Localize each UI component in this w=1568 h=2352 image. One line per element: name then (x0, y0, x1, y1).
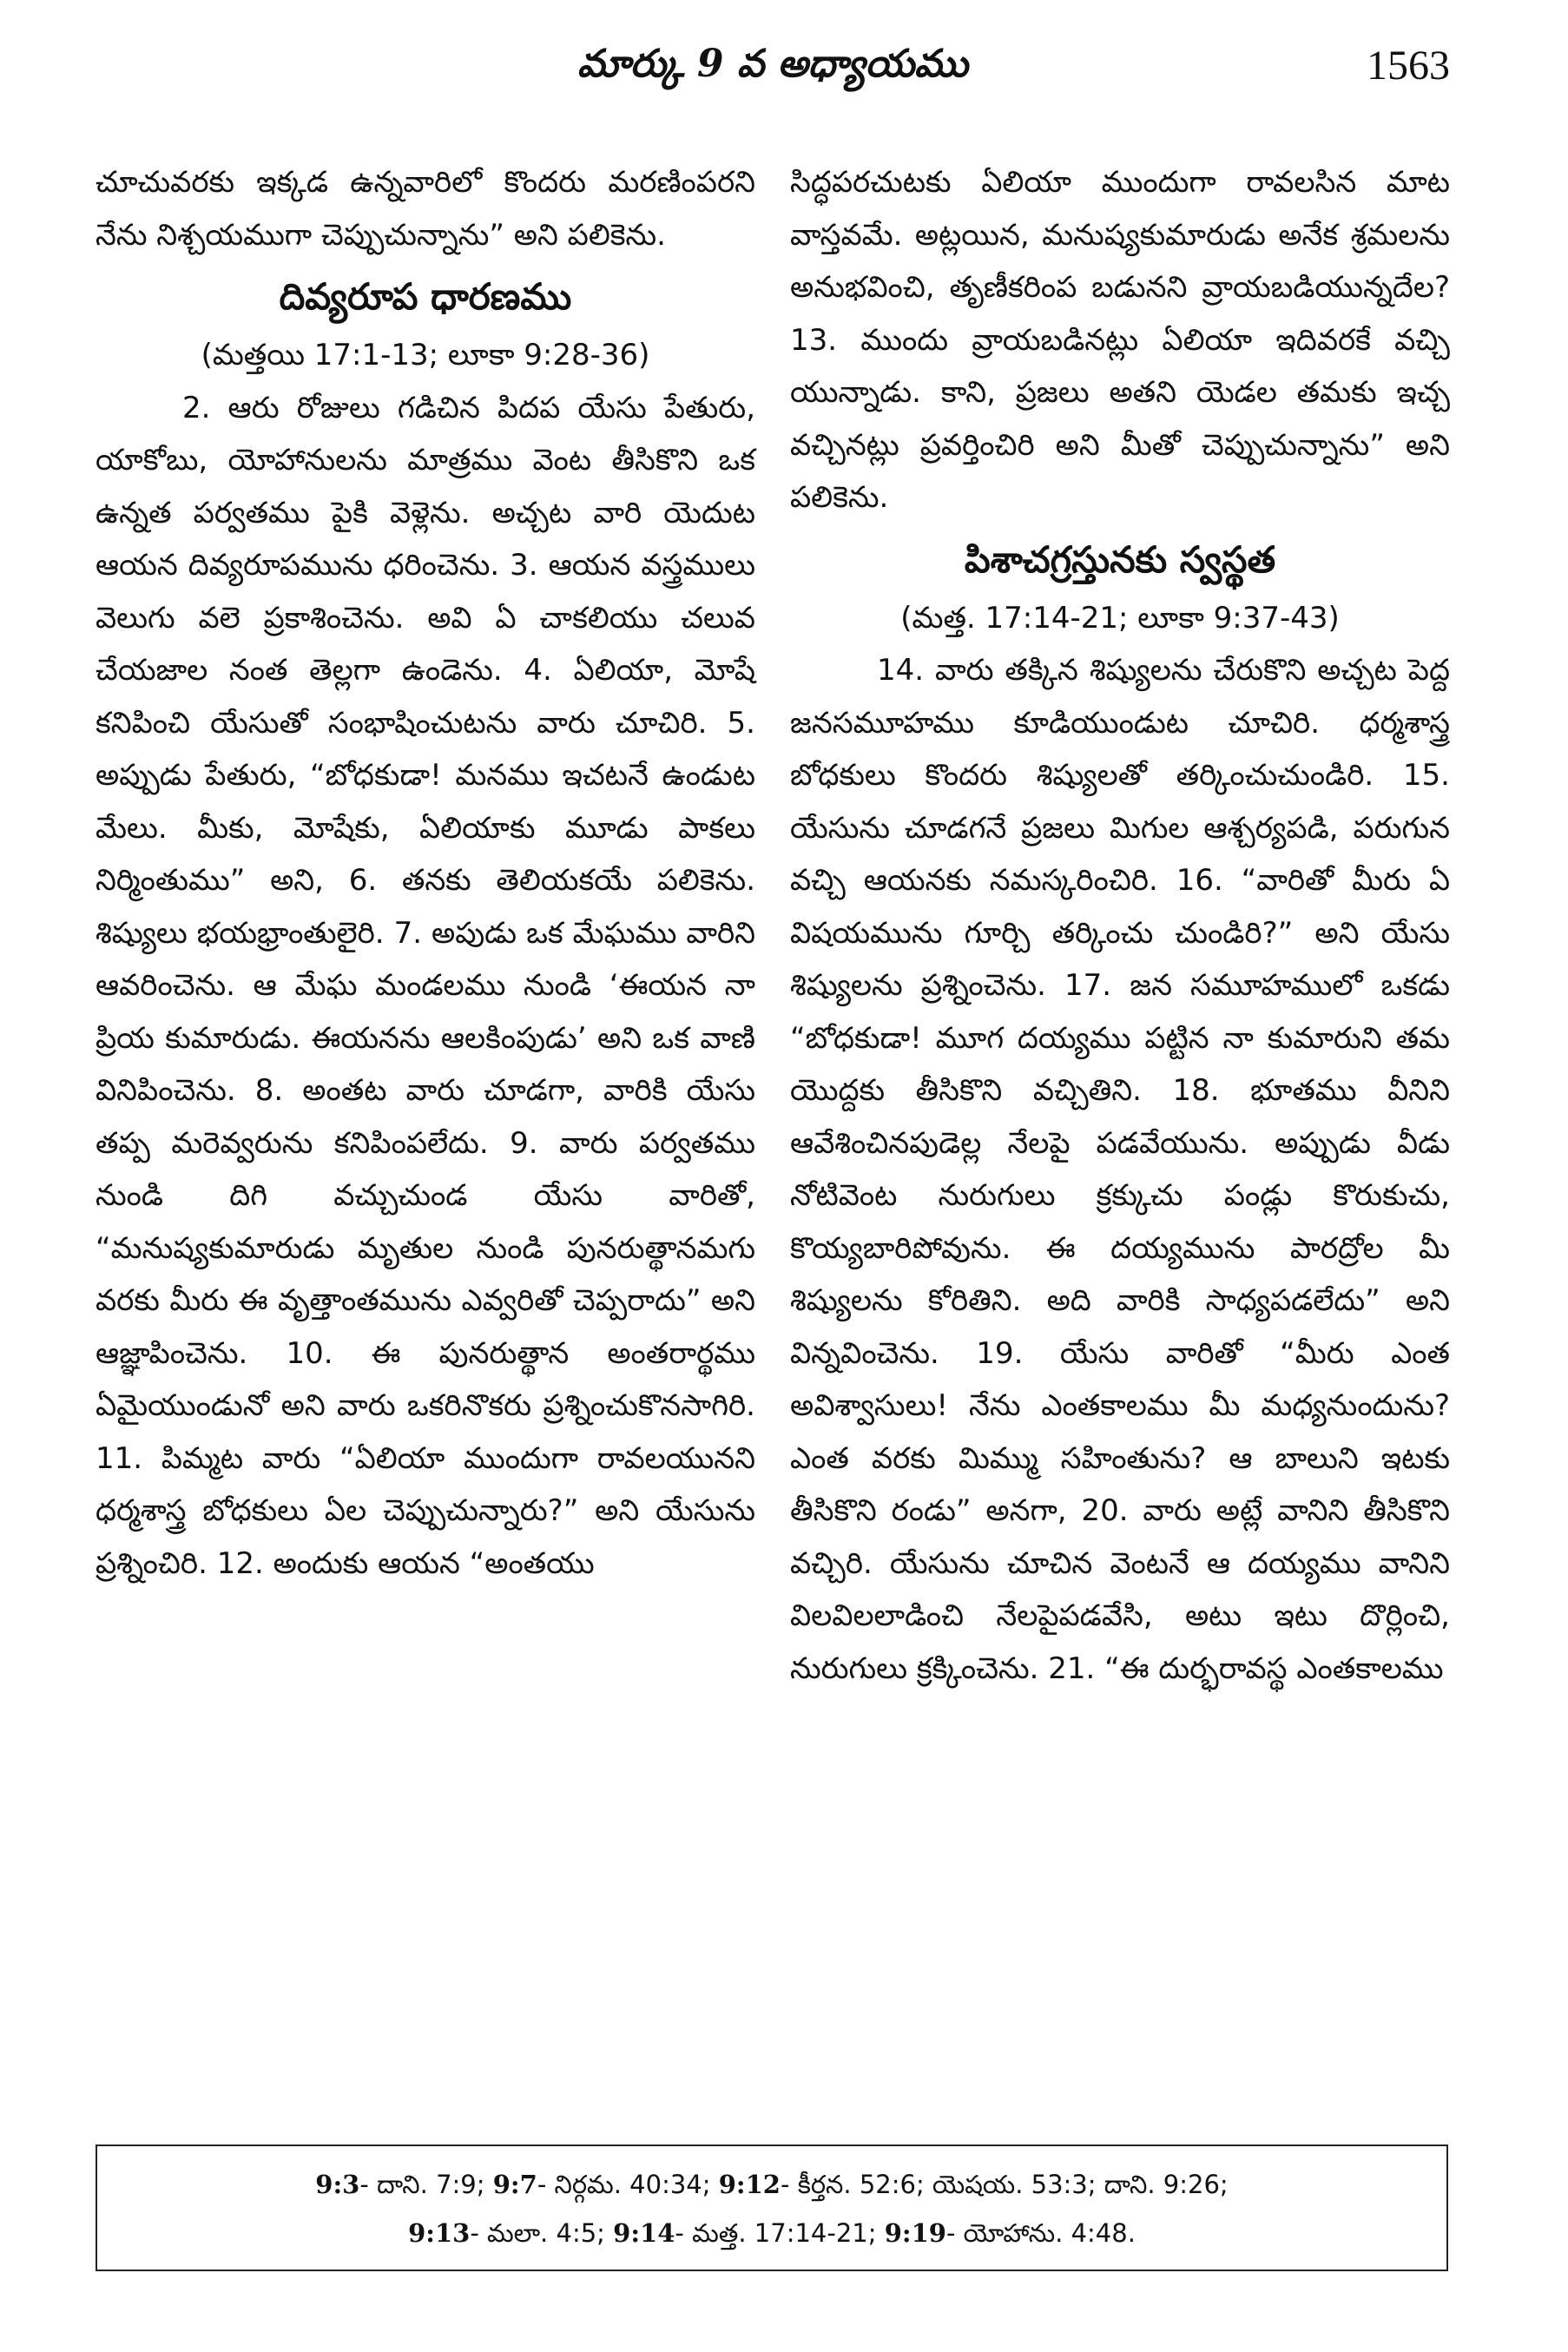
footnote-ref: 9:14 (613, 2218, 675, 2248)
page-number: 1563 (1367, 43, 1450, 89)
footnote-line: 9:3- దాని. 7:9; 9:7- నిర్గమ. 40:34; 9:12- కీర్తన. 52:6; యెషయ. 53:3; దాని. 9:26; (315, 2170, 1229, 2199)
section-reference: (మత్త. 17:14-21; లూకా 9:37-43) (900, 600, 1340, 636)
footnote-text: దాని. 7:9; (377, 2170, 493, 2199)
right-intro-text: సిద్ధపరచుటకు ఏలియా ముందుగా రావలసిన మాట వాస్తవమే. అట్లయిన, మనుష్యకుమారుడు అనేక శ్రమలను అనుభవించి, తృణీకరింప బడునని వ్రాయబడియున్నదేల? 13. ముందు వ్రాయబడినట్లు ఏలియా ఇదివరకే వచ్చి యున్నాడు. కాని, ప్రజలు అతని యెడల తమకు ఇచ్చ వచ్చినట్లు ప్రవర్తించిరి అని మీతో చెప్పుచున్నాను” అని పలికెను. (790, 165, 1450, 515)
page-header (96, 42, 1450, 111)
right-body-text: 14. వారు తక్కిన శిష్యులను చేరుకొని అచ్చట పెద్ద జనసమూహము కూడియుండుట చూచిరి. ధర్మశాస్త్ర బోధకులు కొందరు శిష్యులతో తర్కించుచుండిరి. 15. యేసును చూడగనే ప్రజలు మిగుల ఆశ్చర్యపడి, పరుగున వచ్చి ఆయనకు నమస్కరించిరి. 16. “వారితో మీరు ఏ విషయమును గూర్చి తర్కించు చుండిరి?” అని యేసు శిష్యులను ప్రశ్నించెను. 17. జన సమూహములో ఒకడు “బోధకుడా! మూగ దయ్యము పట్టిన నా కుమారుని తమ యొద్దకు తీసికొని వచ్చితిని. 18. భూతము వీనిని ఆవేశించినపుడెల్ల నేలపై పడవేయును. అప్పుడు వీడు నోటివెంట నురుగులు క్రక్కుచు పండ్లు కొరుకుచు, కొయ్యబారిపోవును. ఈ దయ్యమును పారద్రోల మీ శిష్యులను కోరితిని. అది వారికి సాధ్యపడలేదు” అని విన్నవించెను. 19. యేసు వారితో “మీరు ఎంత అవిశ్వాసులు! నేను ఎంతకాలము మీ మధ్యనుందును? ఎంత వరకు మిమ్ము సహింతును? ఆ బాలుని ఇటకు తీసికొని రండు” అనగా, 20. వారు అట్లే వానిని తీసికొని వచ్చిరి. యేసును చూచిన వెంటనే ఆ దయ్యము వానిని విలవిలలాడించి నేలపైపడవేసి, అటు ఇటు దొర్లించి, నురుగులు క్రక్కించెను. 21. “ఈ దుర్భరావస్థ ఎంతకాలము (790, 653, 1450, 1686)
footnote-ref: 9:19 (884, 2218, 946, 2248)
footnote-ref: 9:7 (492, 2170, 537, 2199)
footnote-text: మత్త. 17:14-21; (692, 2218, 885, 2248)
footnote-text: మలా. 4:5; (487, 2218, 614, 2248)
footnote-text: నిర్గమ. 40:34; (554, 2170, 719, 2199)
section-reference: (మత్తయి 17:1-13; లూకా 9:28-36) (201, 338, 650, 372)
cross-reference-box (96, 2144, 1448, 2271)
footnote-ref: 9:3 (315, 2170, 360, 2199)
footnote-ref: 9:13 (408, 2218, 471, 2248)
left-body-text: 2. ఆరు రోజులు గడిచిన పిదప యేసు పేతురు, యాకోబు, యోహానులను మాత్రము వెంట తీసికొని ఒక ఉన్నత పర్వతము పైకి వెళ్లెను. అచ్చట వారి యెదుట ఆయన దివ్యరూపమును ధరించెను. 3. ఆయన వస్త్రములు వెలుగు వలె ప్రకాశించెను. అవి ఏ చాకలియు చలువ చేయజాల నంత తెల్లగా ఉండెను. 4. ఏలియా, మోషే కనిపించి యేసుతో సంభాషించుటను వారు చూచిరి. 5. అప్పుడు పేతురు, “బోధకుడా! మనము ఇచటనే ఉండుట మేలు. మీకు, మోషేకు, ఏలియాకు మూడు పాకలు నిర్మింతుము” అని, 6. తనకు తెలియకయే పలికెను. శిష్యులు భయభ్రాంతులైరి. 7. అపుడు ఒక మేఘము వారిని ఆవరించెను. ఆ మేఘ మండలము నుండి ‘ఈయన నా ప్రియ కుమారుడు. ఈయనను ఆలకింపుడు’ అని ఒక వాణి వినిపించెను. 8. అంతట వారు చూడగా, వారికి యేసు తప్ప మరెవ్వరును కనిపింపలేదు. 9. వారు పర్వతము నుండి దిగి వచ్చుచుండ యేసు వారితో, “మనుష్యకుమారుడు మృతుల నుండి పునరుత్థానమగు వరకు మీరు ఈ వృత్తాంతమును ఎవ్వరితో చెప్పరాదు” అని ఆజ్ఞాపించెను. 10. ఈ పునరుత్థాన అంతరార్థము ఏమైయుండునో అని వారు ఒకరినొకరు ప్రశ్నించుకొనసాగిరి. 11. పిమ్మట వారు “ఏలియా ముందుగా రావలయునని ధర్మశాస్త్ర బోధకులు ఏల చెప్పుచున్నారు?” అని యేసును ప్రశ్నించిరి. 12. అందుకు ఆయన “అంతయు (96, 390, 755, 1581)
section-heading-transfiguration: దివ్యరూప ధారణము (279, 275, 572, 318)
footnote-text: యోహాను. 4:48. (963, 2218, 1136, 2248)
section-heading-healing: పిశాచగ్రస్తునకు స్వస్థత (964, 537, 1276, 581)
right-column (790, 156, 1450, 1695)
footnote-ref: 9:12 (718, 2170, 781, 2199)
footnote-line: 9:13- మలా. 4:5; 9:14- మత్త. 17:14-21; 9:19- యోహాను. 4:48. (408, 2218, 1136, 2248)
left-intro-text: చూచువరకు ఇక్కడ ఉన్నవారిలో కొందరు మరణింపరని నేను నిశ్చయముగా చెప్పుచున్నాను” అని పలికెను. (96, 165, 755, 253)
left-column (96, 156, 755, 1590)
footnote-text: కీర్తన. 52:6; యెషయ. 53:3; దాని. 9:26; (797, 2170, 1229, 2199)
running-title: మార్కు 9 వ అధ్యాయము (577, 42, 968, 86)
